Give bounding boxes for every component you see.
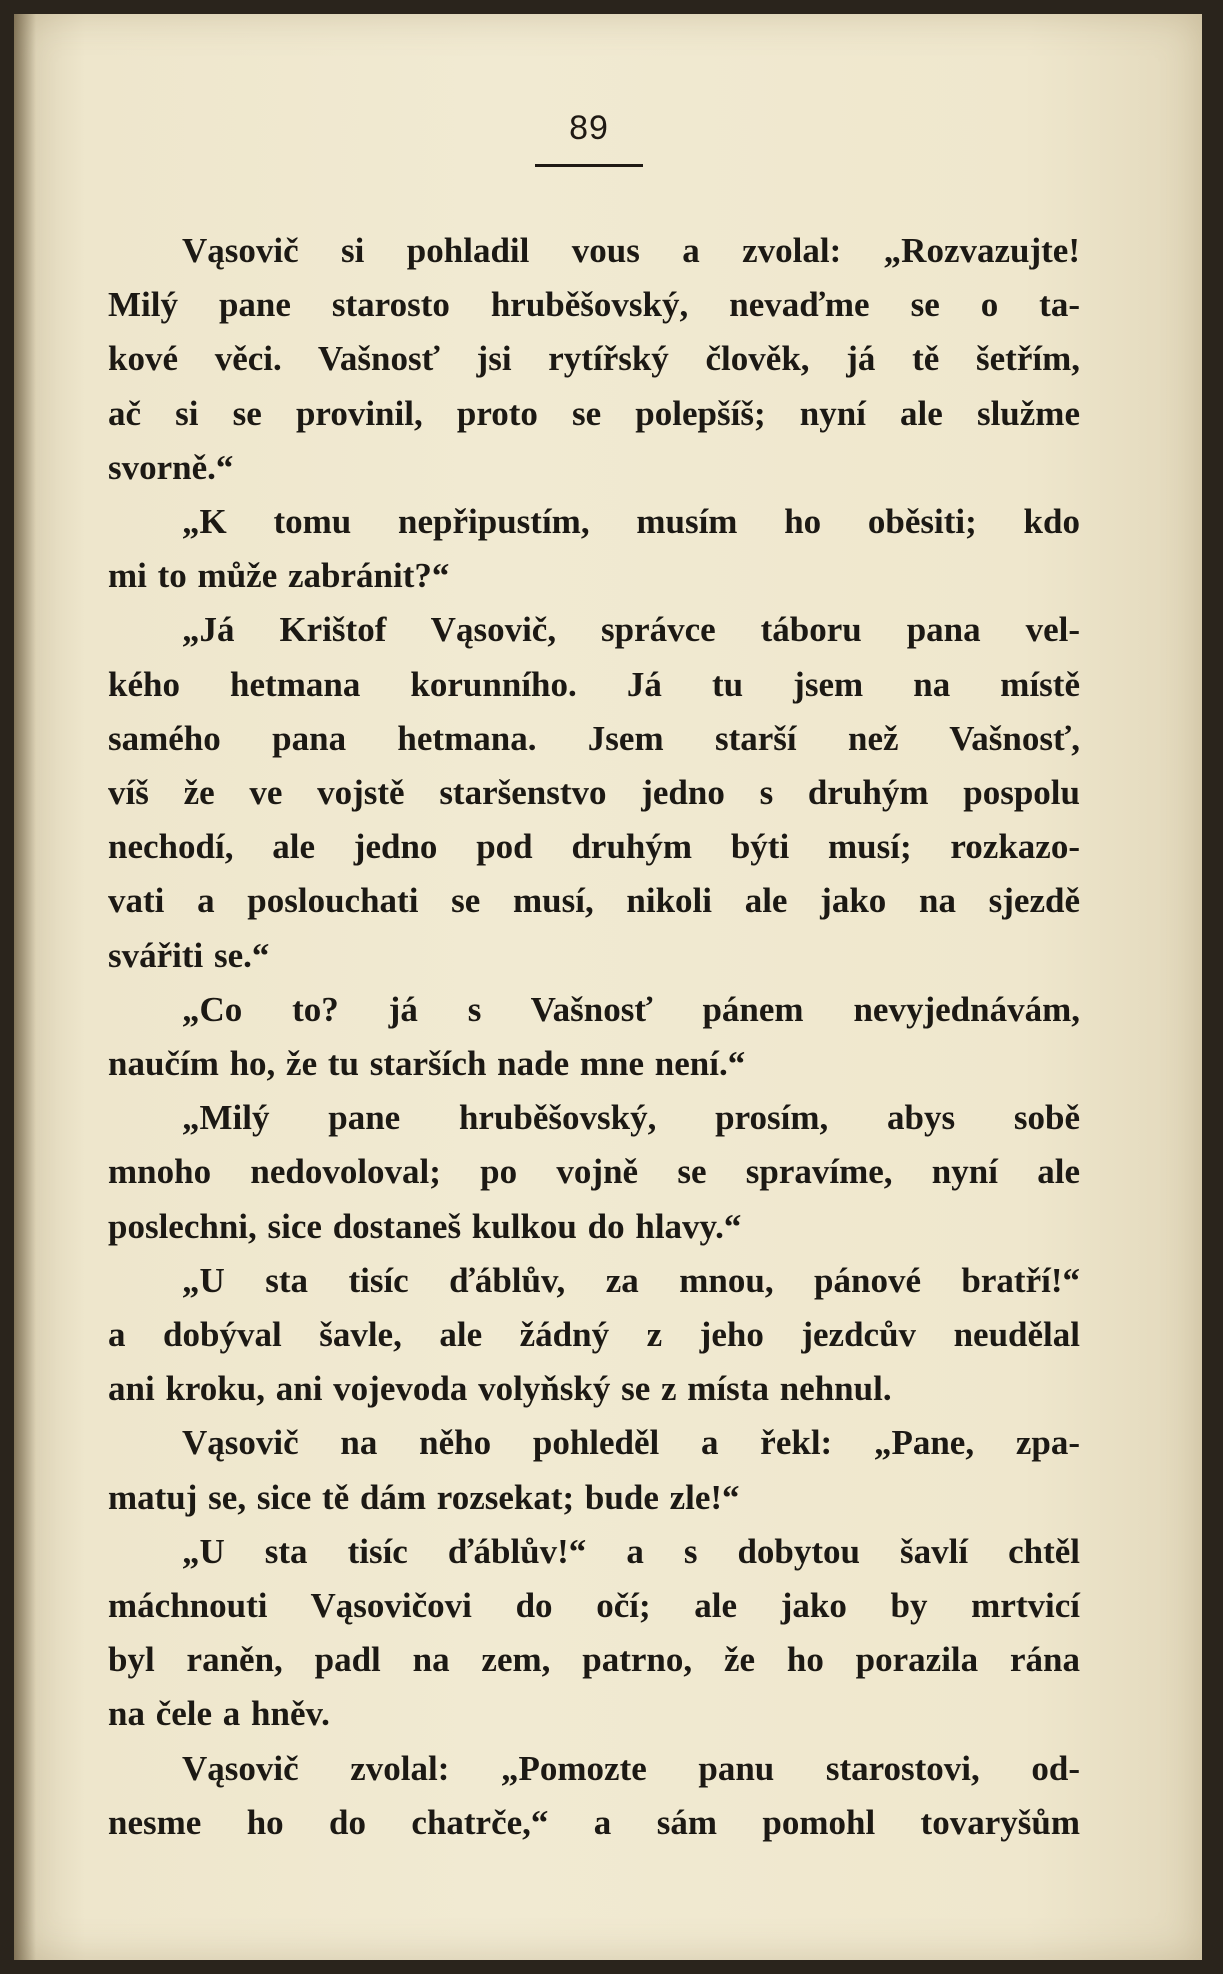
text-line: na čele a hněv.	[108, 1694, 330, 1734]
text-line: kové věci. Vašnosť jsi rytířský člověk, já tě šetřím,	[108, 339, 1080, 379]
text-line: nesme ho do chatrče,“ a sám pomohl tovaryšům	[108, 1802, 1080, 1842]
text-line: ač si se provinil, proto se polepšíš; nyní ale služme	[108, 393, 1080, 433]
text-line: matuj se, sice tě dám rozsekat; bude zle!“	[108, 1477, 740, 1517]
text-line: „U sta tisíc ďáblův!“ a s dobytou šavlí chtěl	[182, 1531, 1080, 1571]
text-line: mnoho nedovoloval; po vojně se spravíme, nyní ale	[108, 1152, 1080, 1192]
text-line: svorně.“	[108, 447, 234, 487]
text-line: poslechni, sice dostaneš kulkou do hlavy.“	[108, 1206, 742, 1246]
text-line: byl raněn, padl na zem, patrno, že ho porazila rána	[108, 1640, 1080, 1680]
text-line: a dobýval šavle, ale žádný z jeho jezdcův neudělal	[108, 1315, 1080, 1355]
text-line: svářiti se.“	[108, 935, 270, 975]
text-line: ani kroku, ani vojevoda volyňský se z místa nehnul.	[108, 1369, 892, 1409]
page-number: 89	[535, 109, 643, 167]
text-line: kého hetmana korunního. Já tu jsem na místě	[108, 664, 1080, 704]
page-header	[14, 109, 1164, 167]
text-line: vati a poslouchati se musí, nikoli ale jako na sjezdě	[108, 881, 1080, 921]
paragraph	[108, 224, 1080, 1850]
text-line: mi to může zabránit?“	[108, 556, 450, 596]
body-text	[108, 224, 1080, 1850]
text-line: „K tomu nepřipustím, musím ho oběsiti; kdo	[182, 502, 1080, 542]
book-page	[14, 14, 1202, 1960]
text-line: „Co to? já s Vašnosť pánem nevyjednávám,	[182, 989, 1080, 1029]
binding-shadow	[14, 14, 36, 1960]
text-line: Vąsovič na něho pohleděl a řekl: „Pane, zpa-	[182, 1423, 1080, 1463]
text-line: máchnouti Vąsovičovi do očí; ale jako by mrtvicí	[108, 1586, 1080, 1626]
text-line: „Já Krištof Vąsovič, správce táboru pana vel-	[182, 610, 1080, 650]
text-line: „Milý pane hruběšovský, prosím, abys sobě	[182, 1098, 1080, 1138]
text-line: Vąsovič si pohladil vous a zvolal: „Rozvazujte!	[182, 231, 1080, 270]
text-line: naučím ho, že tu starších nade mne není.“	[108, 1044, 746, 1084]
text-line: Milý pane starosto hruběšovský, nevaďme se o ta-	[108, 285, 1080, 325]
text-line: Vąsovič zvolal: „Pomozte panu starostovi, od-	[182, 1748, 1080, 1788]
text-line: samého pana hetmana. Jsem starší než Vašnosť,	[108, 718, 1080, 758]
text-line: nechodí, ale jedno pod druhým býti musí; rozkazo-	[108, 827, 1080, 867]
text-line: „U sta tisíc ďáblův, za mnou, pánové bratří!“	[182, 1260, 1080, 1300]
text-line: víš že ve vojstě staršenstvo jedno s druhým pospolu	[108, 773, 1080, 813]
